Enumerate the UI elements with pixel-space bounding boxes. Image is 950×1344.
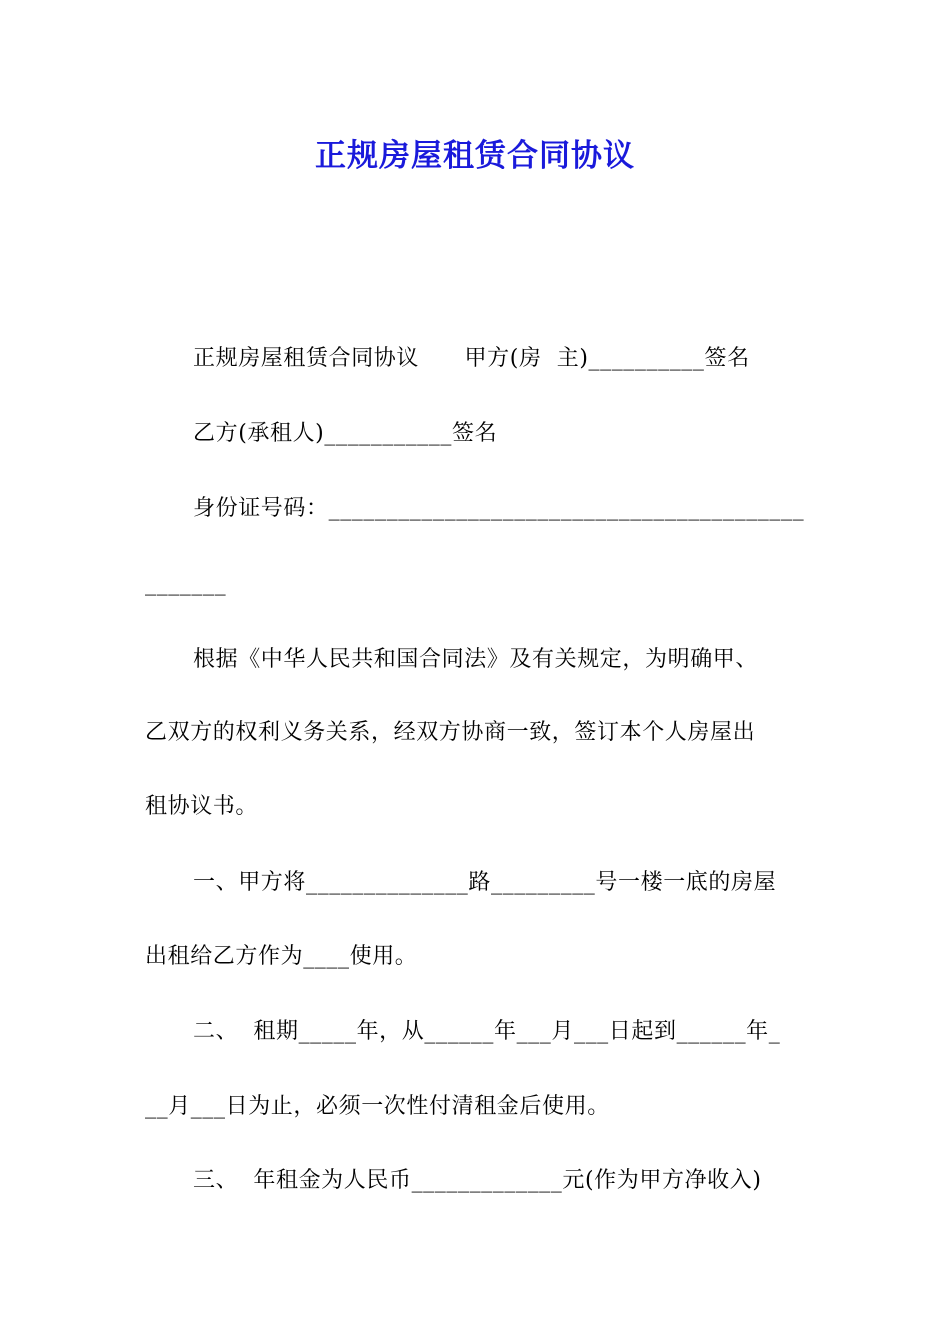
- party-a-line: 正规房屋租赁合同协议 甲方(房 主)__________签名: [193, 346, 750, 371]
- document-title: 正规房屋租赁合同协议: [315, 138, 635, 174]
- clause-1-line-1: 一、甲方将______________路_________号一楼一底的房屋: [193, 870, 777, 895]
- id-number-continuation: _______: [145, 571, 227, 596]
- clause-2-line-1: 二、 租期_____年，从______年___月___日起到______年_: [193, 1019, 781, 1044]
- clause-2-line-2: __月___日为止，必须一次性付清租金后使用。: [145, 1094, 610, 1119]
- clause-1-line-2: 出租给乙方作为____使用。: [145, 944, 418, 969]
- party-b-line: 乙方(承租人)___________签名: [193, 421, 498, 446]
- preamble-line-1: 根据《中华人民共和国合同法》及有关规定，为明确甲、: [193, 647, 759, 672]
- id-number-line: 身份证号码：_________________________________________: [193, 496, 805, 521]
- clause-3-line-1: 三、 年租金为人民币_____________元(作为甲方净收入): [193, 1168, 762, 1193]
- preamble-line-3: 租协议书。: [145, 794, 259, 819]
- preamble-line-2: 乙双方的权利义务关系，经双方协商一致，签订本个人房屋出: [145, 720, 756, 745]
